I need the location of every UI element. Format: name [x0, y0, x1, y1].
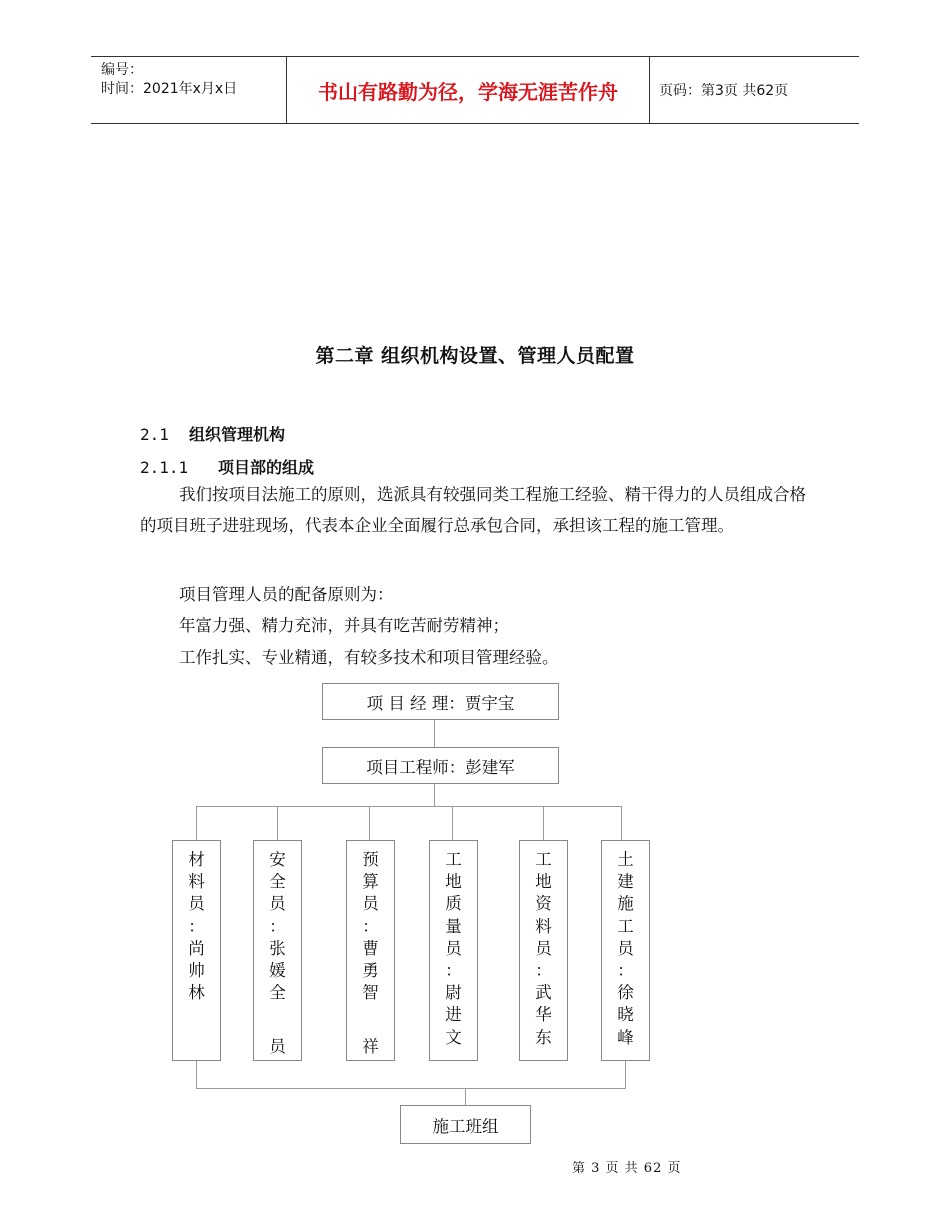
staff-box-material: 材 料 员 ： 尚 帅 林	[172, 840, 221, 1061]
subsection-title: 项目部的组成	[218, 458, 315, 477]
connector-line	[369, 806, 370, 841]
connector-line	[625, 1060, 626, 1088]
staff-box-safety: 安 全 员 ： 张 媛 全 员	[253, 840, 302, 1061]
section-number: 2.1	[140, 425, 169, 444]
project-engineer-box: 项目工程师：彭建军	[322, 747, 559, 784]
chapter-title: 第二章 组织机构设置、管理人员配置	[315, 345, 635, 367]
connector-line	[452, 806, 453, 841]
body-line: 工作扎实、专业精通，有较多技术和项目管理经验。	[179, 648, 559, 667]
connector-line	[196, 1060, 197, 1088]
page-footer: 第 3 页 共 62 页	[572, 1161, 682, 1176]
connector-line	[543, 806, 544, 841]
construction-team-box: 施工班组	[400, 1105, 531, 1144]
document-number-label: 编号：	[101, 62, 143, 78]
header-page-info: 页码：第3页 共62页	[659, 83, 789, 99]
staff-box-quality: 工 地 质 量 员 ： 尉 进 文	[429, 840, 478, 1061]
connector-line	[434, 783, 435, 806]
connector-line	[434, 719, 435, 747]
subsection-number: 2.1.1	[140, 458, 189, 477]
body-line: 年富力强、精力充沛，并具有吃苦耐劳精神；	[179, 616, 509, 635]
body-line: 项目管理人员的配备原则为：	[179, 585, 394, 604]
staff-box-budget: 预 算 员 ： 曹 勇 智 祥	[346, 840, 395, 1061]
staff-box-documents: 工 地 资 料 员 ： 武 华 东	[519, 840, 568, 1061]
header-motto: 书山有路勤为径，学海无涯苦作舟	[318, 79, 618, 104]
header-divider	[649, 57, 650, 123]
section-title: 组织管理机构	[189, 425, 286, 444]
header-meta	[101, 61, 237, 99]
connector-line	[621, 806, 622, 841]
connector-line	[196, 1088, 626, 1089]
connector-line	[465, 1088, 466, 1105]
page-header	[91, 56, 859, 124]
project-manager-box: 项 目 经 理：贾宇宝	[322, 683, 559, 720]
connector-line	[277, 806, 278, 841]
section-heading	[140, 422, 285, 445]
body-paragraph: 我们按项目法施工的原则，选派具有较强同类工程施工经验、精干得力的人员组成合格的项目班子进驻现场，代表本企业全面履行总承包合同，承担该工程的施工管理。	[140, 485, 806, 535]
connector-line	[196, 806, 197, 841]
connector-line	[196, 806, 621, 807]
staff-box-construction: 土 建 施 工 员 ： 徐 晓 峰	[601, 840, 650, 1061]
document-time-label: 时间：2021年x月x日	[101, 81, 238, 97]
subsection-heading	[140, 455, 314, 478]
